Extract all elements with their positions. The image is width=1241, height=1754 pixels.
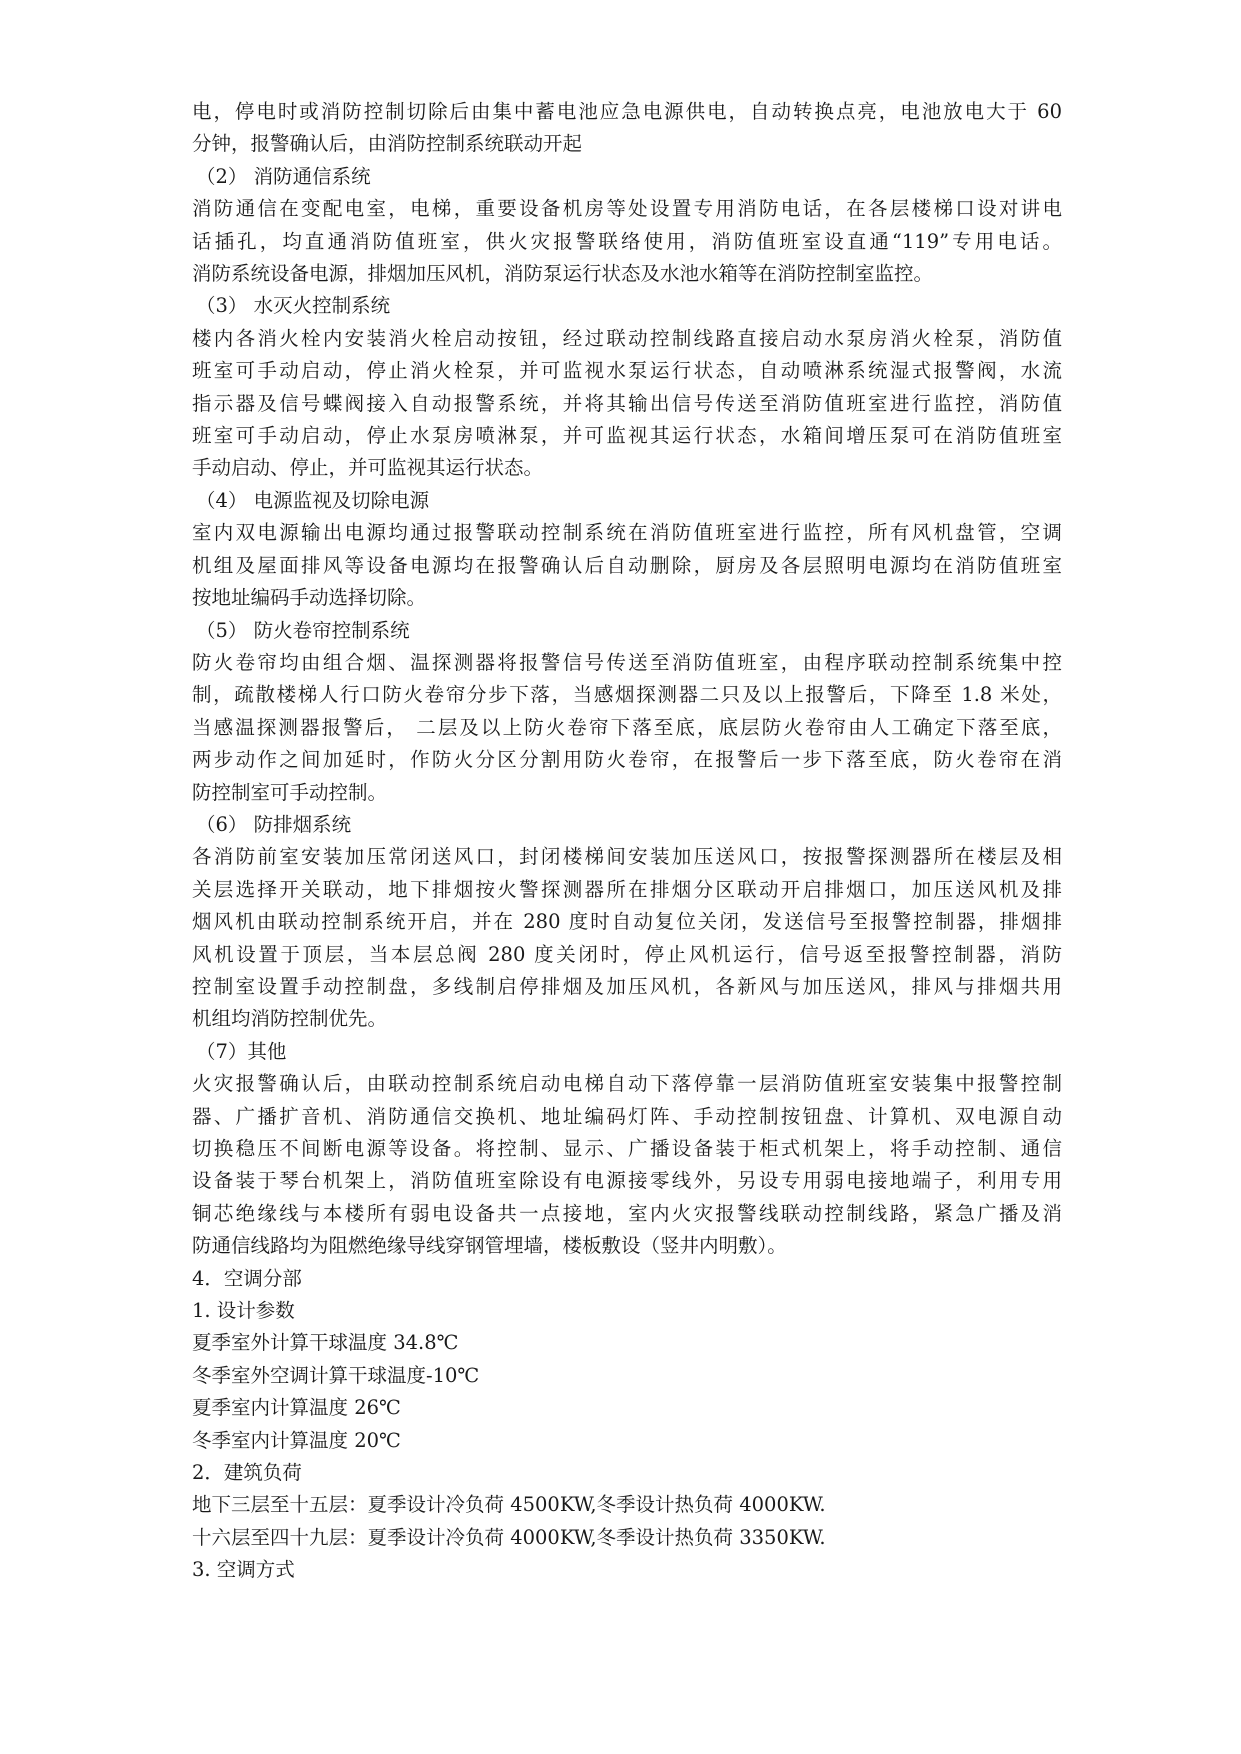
text-line: 器、广播扩音机、消防通信交换机、地址编码灯阵、手动控制按钮盘、计算机、双电源自动: [192, 1104, 1062, 1128]
text-line: 手动启动、停止，并可监视其运行状态。: [192, 456, 544, 480]
text-line: 冬季室外空调计算干球温度-10℃: [192, 1363, 480, 1387]
text-line: 火灾报警确认后，由联动控制系统启动电梯自动下落停靠一层消防值班室安装集中报警控制: [192, 1072, 1062, 1096]
text-line: 防火卷帘均由组合烟、温探测器将报警信号传送至消防值班室，由程序联动控制系统集中控: [192, 650, 1062, 674]
text-line: 夏季室外计算干球温度 34.8℃: [192, 1331, 459, 1355]
section-heading: （4） 电源监视及切除电源: [196, 488, 430, 512]
text-line: 两步动作之间加延时，作防火分区分割用防火卷帘，在报警后一步下落至底，防火卷帘在消: [192, 748, 1062, 772]
text-line: 切换稳压不间断电源等设备。将控制、显示、广播设备装于柜式机架上，将手动控制、通信: [192, 1137, 1062, 1160]
text-line: 地下三层至十五层：夏季设计冷负荷 4500KW,冬季设计热负荷 4000KW.: [192, 1493, 826, 1517]
text-line: 按地址编码手动选择切除。: [192, 586, 427, 610]
section-heading: （6） 防排烟系统: [196, 812, 352, 836]
text-line: 防通信线路均为阻燃绝缘导线穿钢管埋墙，楼板敷设（竖井内明敷）。: [192, 1234, 787, 1258]
text-line: 各消防前室安装加压常闭送风口，封闭楼梯间安装加压送风口，按报警探测器所在楼层及相: [192, 845, 1062, 869]
text-line: 2．建筑负荷: [192, 1461, 302, 1485]
text-line: 分钟，报警确认后，由消防控制系统联动开起: [192, 132, 583, 156]
section-heading: （5） 防火卷帘控制系统: [196, 618, 410, 642]
text-line: 消防通信在变配电室，电梯，重要设备机房等处设置专用消防电话，在各层楼梯口设对讲电: [192, 197, 1062, 221]
text-line: 机组及屋面排风等设备电源均在报警确认后自动删除，厨房及各层照明电源均在消防值班室: [192, 553, 1062, 577]
text-line: 4．空调分部: [192, 1266, 302, 1290]
text-line: 冬季室内计算温度 20℃: [192, 1428, 401, 1452]
section-heading: （2） 消防通信系统: [196, 164, 371, 188]
text-line: 烟风机由联动控制系统开启，并在 280 度时自动复位关闭，发送信号至报警控制器，排烟排: [192, 910, 1062, 934]
text-line: 电，停电时或消防控制切除后由集中蓄电池应急电源供电，自动转换点亮，电池放电大于 60: [192, 100, 1062, 123]
text-line: 1. 设计参数: [192, 1299, 295, 1323]
text-line: 制，疏散楼梯人行口防火卷帘分步下落，当感烟探测器二只及以上报警后，下降至 1.8 米处，: [192, 683, 1062, 707]
text-line: 楼内各消火栓内安装消火栓启动按钮，经过联动控制线路直接启动水泵房消火栓泵，消防值: [192, 326, 1062, 350]
text-line: 指示器及信号蝶阀接入自动报警系统，并将其输出信号传送至消防值班室进行监控，消防值: [192, 391, 1062, 415]
text-line: 班室可手动启动，停止消火栓泵，并可监视水泵运行状态，自动喷淋系统湿式报警阀，水流: [192, 359, 1062, 383]
document-page: [192, 96, 1062, 1587]
text-line: 机组均消防控制优先。: [192, 1007, 388, 1031]
text-line: 控制室设置手动控制盘，多线制启停排烟及加压风机，各新风与加压送风，排风与排烟共用: [192, 974, 1062, 998]
text-line: 当感温探测器报警后， 二层及以上防火卷帘下落至底，底层防火卷帘由人工确定下落至底，: [192, 715, 1062, 739]
text-line: 防控制室可手动控制。: [192, 780, 388, 804]
section-heading: （7）其他: [196, 1039, 287, 1063]
text-line: 班室可手动启动，停止水泵房喷淋泵，并可监视其运行状态，水箱间增压泵可在消防值班室: [192, 424, 1062, 448]
text-line: 风机设置于顶层，当本层总阀 280 度关闭时，停止风机运行，信号返至报警控制器，消防: [192, 942, 1062, 966]
text-line: 消防系统设备电源，排烟加压风机，消防泵运行状态及水池水箱等在消防控制室监控。: [192, 262, 934, 286]
text-line: 铜芯绝缘线与本楼所有弱电设备共一点接地，室内火灾报警线联动控制线路，紧急广播及消: [192, 1201, 1062, 1225]
text-line: 关层选择开关联动，地下排烟按火警探测器所在排烟分区联动开启排烟口，加压送风机及排: [192, 877, 1062, 901]
section-heading: （3） 水灭火控制系统: [196, 294, 391, 318]
text-line: 夏季室内计算温度 26℃: [192, 1396, 401, 1420]
text-line: 室内双电源输出电源均通过报警联动控制系统在消防值班室进行监控，所有风机盘管，空调: [192, 521, 1062, 545]
text-line: 设备装于琴台机架上，消防值班室除设有电源接零线外，另设专用弱电接地端子，利用专用: [192, 1169, 1062, 1193]
text-line: 3. 空调方式: [192, 1558, 295, 1582]
text-line: 十六层至四十九层：夏季设计冷负荷 4000KW,冬季设计热负荷 3350KW.: [192, 1525, 826, 1549]
text-line: 话插孔，均直通消防值班室，供火灾报警联络使用，消防值班室设直通“119”专用电话。: [192, 229, 1062, 253]
